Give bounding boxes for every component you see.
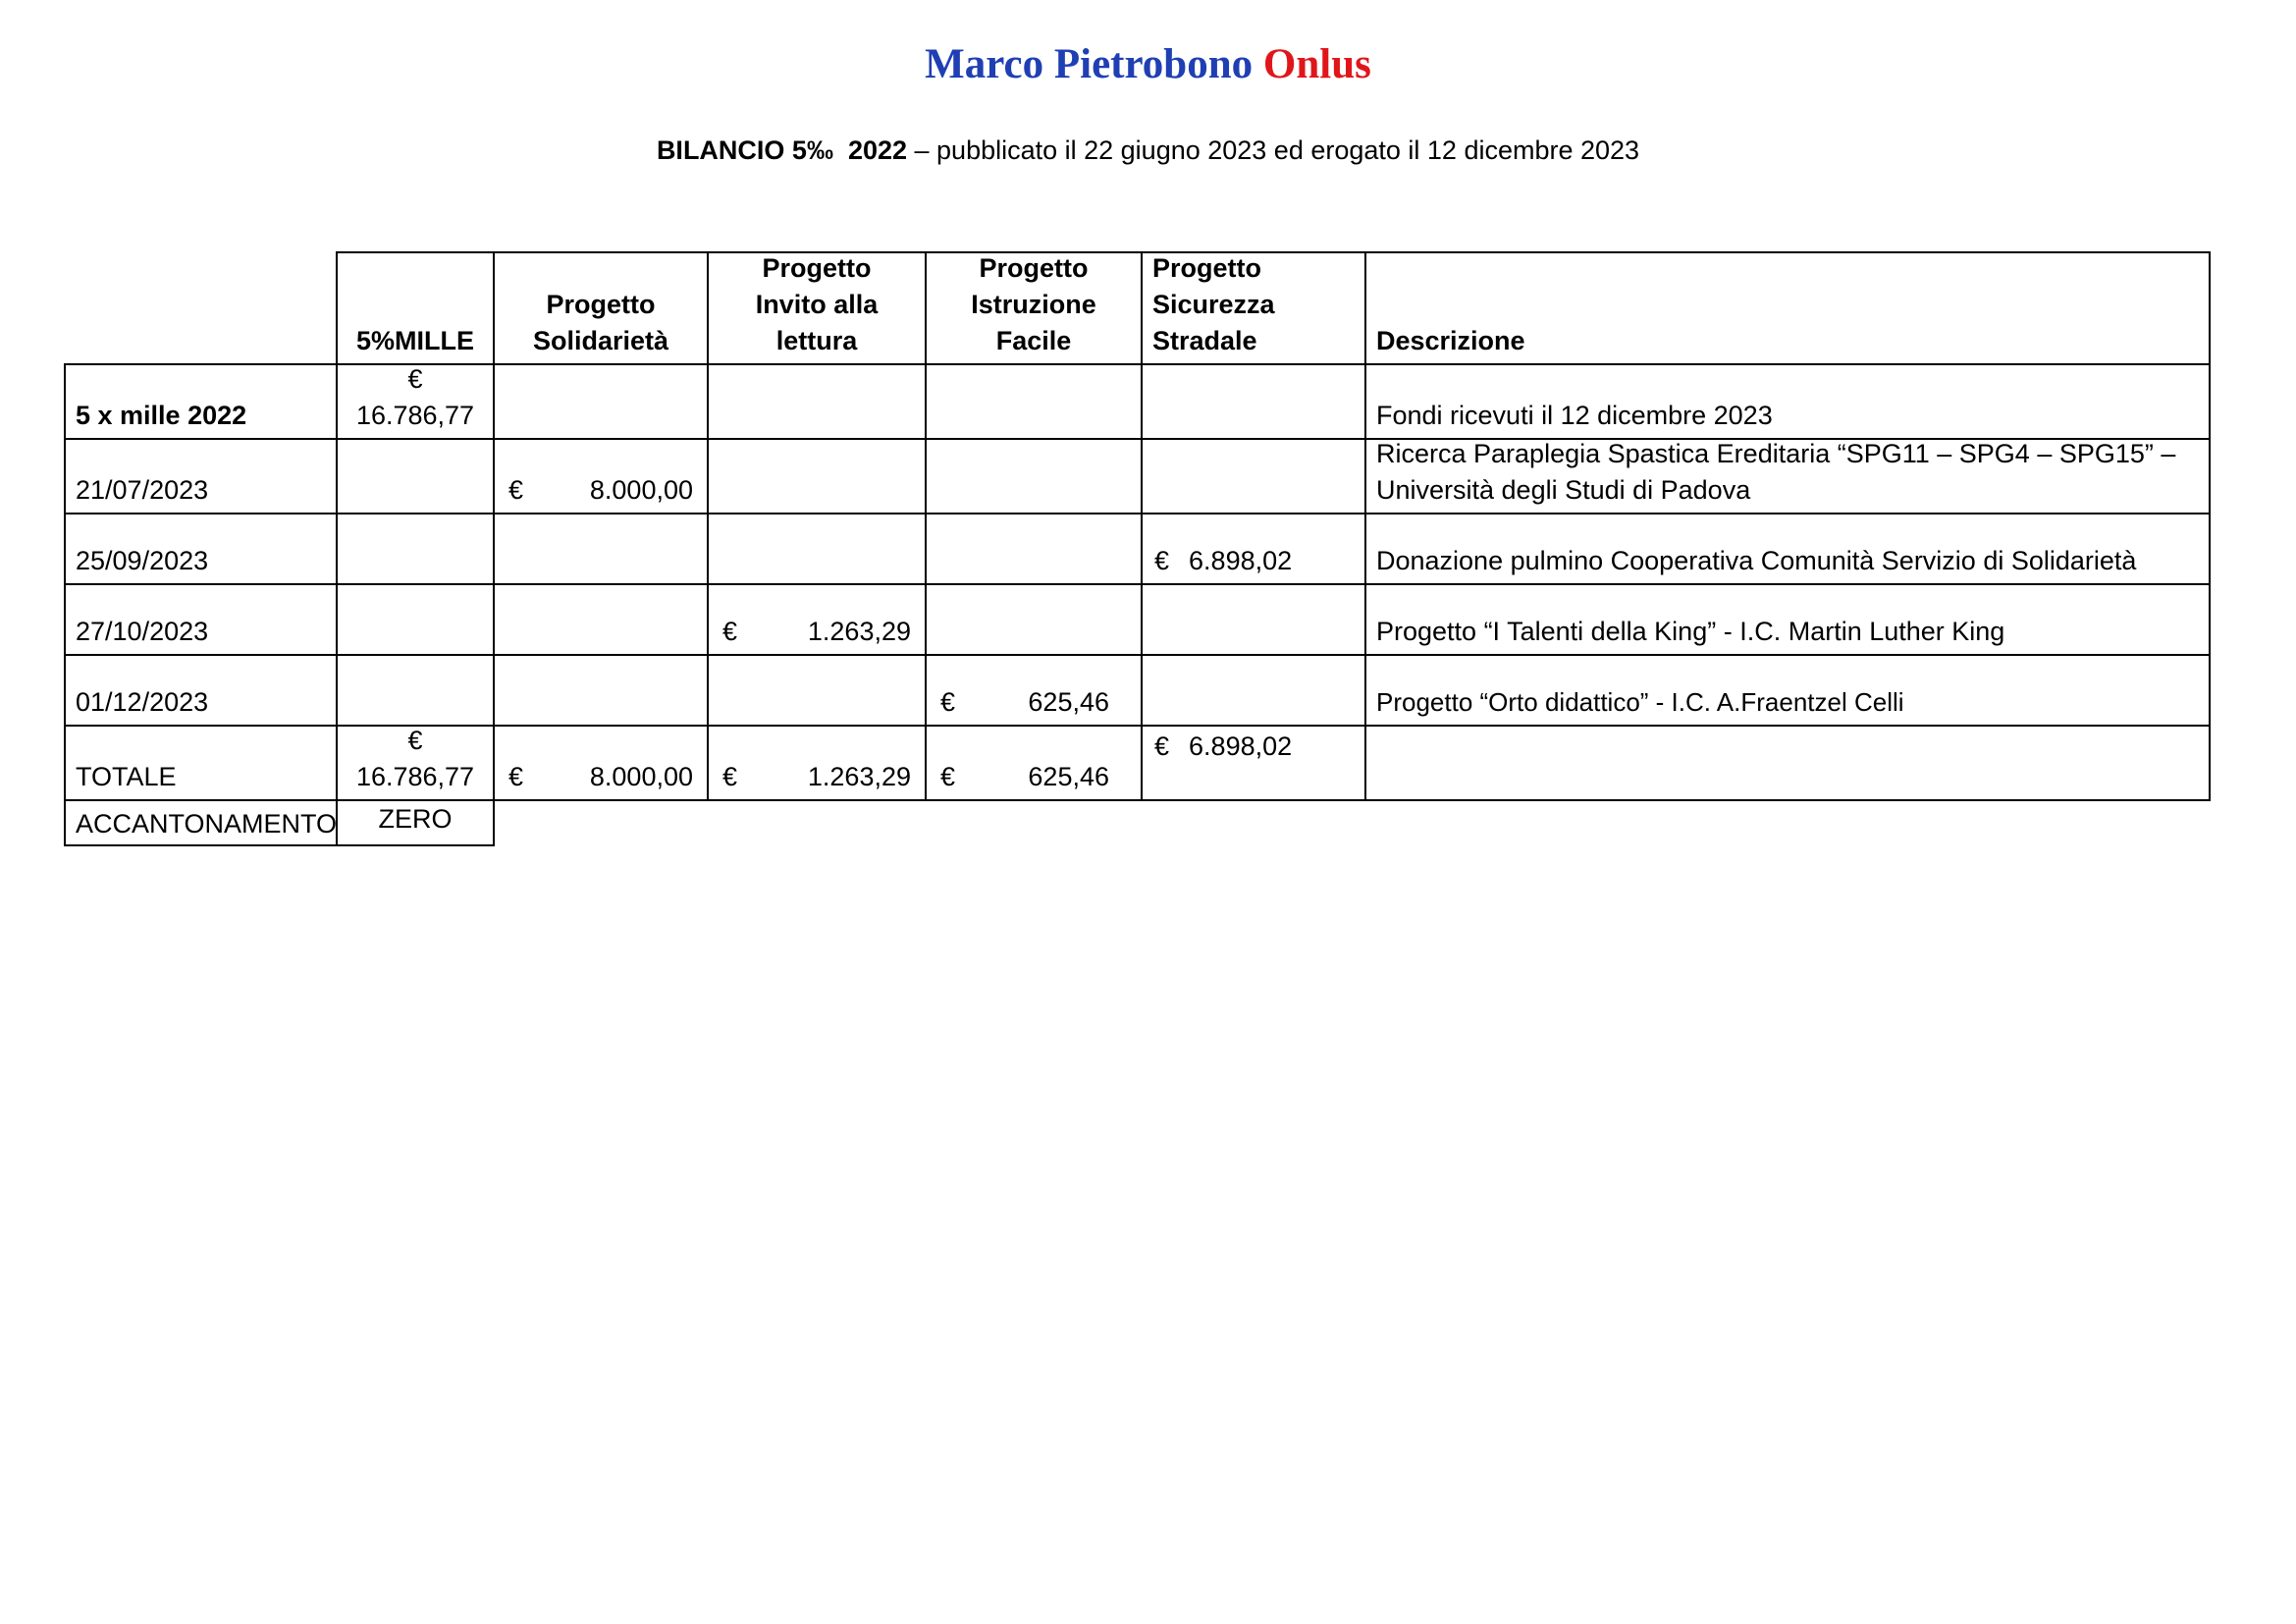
row-label-5xmille-2022	[64, 363, 338, 440]
cell-empty	[925, 583, 1143, 656]
amount-value: 1.263,29	[807, 762, 911, 791]
cell-description	[1364, 513, 2211, 585]
cell-empty	[336, 513, 495, 585]
col-header-line: Solidarietà	[532, 326, 669, 355]
cell-description	[1364, 654, 2211, 727]
row-label-text: 5 x mille 2022	[76, 401, 247, 430]
amount-value: 16.786,77	[355, 401, 475, 430]
cell-description	[1364, 438, 2211, 514]
col-header-line: Progetto	[979, 253, 1089, 283]
currency-symbol: €	[407, 726, 423, 755]
col-header-line: Progetto	[762, 253, 872, 283]
cell-total-5xmille	[336, 725, 495, 801]
col-header-invito-lettura	[707, 251, 927, 365]
description-text: Donazione pulmino Cooperativa Comunità Servizio di Solidarietà	[1376, 546, 2137, 575]
col-header-sicurezza-stradale	[1141, 251, 1366, 365]
currency-symbol: €	[940, 687, 956, 717]
cell-amount-istruzione	[925, 654, 1143, 727]
description-text: Progetto “I Talenti della King” - I.C. Martin Luther King	[1376, 617, 2005, 646]
row-label-text: 01/12/2023	[76, 687, 209, 717]
currency-symbol: €	[722, 762, 738, 791]
cell-empty	[925, 438, 1143, 514]
cell-amount-solidarieta	[493, 438, 709, 514]
cell-empty	[336, 583, 495, 656]
cell-empty	[707, 438, 927, 514]
amount-value: 625,46	[1028, 762, 1109, 791]
col-header-line: Facile	[995, 326, 1072, 355]
col-header-5xmille	[336, 251, 495, 365]
row-label-date	[64, 513, 338, 585]
amount-value: 1.263,29	[807, 617, 911, 646]
description-text: Università degli Studi di Padova	[1376, 475, 1751, 505]
col-header-line: Stradale	[1152, 326, 1257, 355]
subtitle-details: – pubblicato il 22 giugno 2023 ed erogato il 12 dicembre 2023	[907, 135, 1640, 165]
cell-empty	[336, 438, 495, 514]
currency-symbol: €	[722, 617, 738, 646]
accantonamento-value: ZERO	[378, 804, 453, 834]
row-label-text: ACCANTONAMENTO	[76, 809, 338, 839]
currency-symbol: €	[508, 762, 524, 791]
col-header-line: lettura	[775, 326, 858, 355]
col-header-line: Progetto	[1152, 253, 1261, 283]
col-header-5xmille-label: 5%MILLE	[355, 326, 474, 355]
cell-total-invito-lettura	[707, 725, 927, 801]
row-label-text: TOTALE	[76, 762, 177, 791]
cell-empty	[1141, 363, 1366, 440]
col-header-istruzione-facile	[925, 251, 1143, 365]
amount-value: 8.000,00	[589, 475, 693, 505]
col-header-line: Sicurezza	[1152, 290, 1275, 319]
cell-description	[1364, 363, 2211, 440]
cell-total-solidarieta	[493, 725, 709, 801]
col-header-line: Istruzione	[971, 290, 1096, 319]
title-onlus: Onlus	[1262, 41, 1371, 87]
cell-accantonamento-value	[336, 799, 495, 846]
cell-empty	[1141, 583, 1366, 656]
subtitle-bilancio: BILANCIO 5‰ 2022	[656, 135, 908, 165]
page-title	[0, 37, 2296, 92]
amount-value: 625,46	[1028, 687, 1109, 717]
description-text: Fondi ricevuti il 12 dicembre 2023	[1376, 401, 1773, 430]
title-organization: Marco Pietrobono	[925, 41, 1254, 87]
cell-empty	[493, 654, 709, 727]
col-header-line: Progetto	[546, 290, 656, 319]
currency-symbol: €	[1154, 546, 1170, 575]
col-header-solidarieta	[493, 251, 709, 365]
currency-symbol: €	[407, 364, 423, 394]
row-label-totale	[64, 725, 338, 801]
cell-empty	[493, 513, 709, 585]
currency-symbol: €	[1154, 731, 1170, 761]
cell-empty	[1141, 654, 1366, 727]
cell-5xmille-received	[336, 363, 495, 440]
row-label-text: 27/10/2023	[76, 617, 209, 646]
col-header-line: Invito alla	[755, 290, 879, 319]
cell-empty	[707, 363, 927, 440]
row-label-text: 21/07/2023	[76, 475, 209, 505]
amount-value: 6.898,02	[1189, 546, 1293, 575]
cell-total-istruzione	[925, 725, 1143, 801]
description-text: Ricerca Paraplegia Spastica Ereditaria “SPG11 – SPG4 – SPG15” –	[1376, 439, 2176, 468]
cell-empty	[1364, 725, 2211, 801]
description-text: Progetto “Orto didattico” - I.C. A.Fraentzel Celli	[1376, 687, 1904, 717]
col-header-descrizione-label: Descrizione	[1376, 326, 1525, 355]
cell-empty	[336, 654, 495, 727]
cell-empty	[707, 654, 927, 727]
cell-amount-invito-lettura	[707, 583, 927, 656]
amount-value: 8.000,00	[589, 762, 693, 791]
cell-empty	[1141, 438, 1366, 514]
cell-empty	[925, 513, 1143, 585]
cell-description	[1364, 583, 2211, 656]
amount-value: 16.786,77	[355, 762, 475, 791]
col-header-descrizione	[1364, 251, 2211, 365]
row-label-date	[64, 583, 338, 656]
cell-total-sicurezza	[1141, 725, 1366, 801]
row-label-accantonamento	[64, 799, 338, 846]
currency-symbol: €	[508, 475, 524, 505]
currency-symbol: €	[940, 762, 956, 791]
cell-empty	[493, 363, 709, 440]
row-label-date	[64, 438, 338, 514]
row-label-date	[64, 654, 338, 727]
page-subtitle	[0, 134, 2296, 167]
cell-empty	[707, 513, 927, 585]
row-label-text: 25/09/2023	[76, 546, 209, 575]
cell-empty	[925, 363, 1143, 440]
cell-empty	[493, 583, 709, 656]
cell-amount-sicurezza	[1141, 513, 1366, 585]
amount-value: 6.898,02	[1189, 731, 1293, 761]
